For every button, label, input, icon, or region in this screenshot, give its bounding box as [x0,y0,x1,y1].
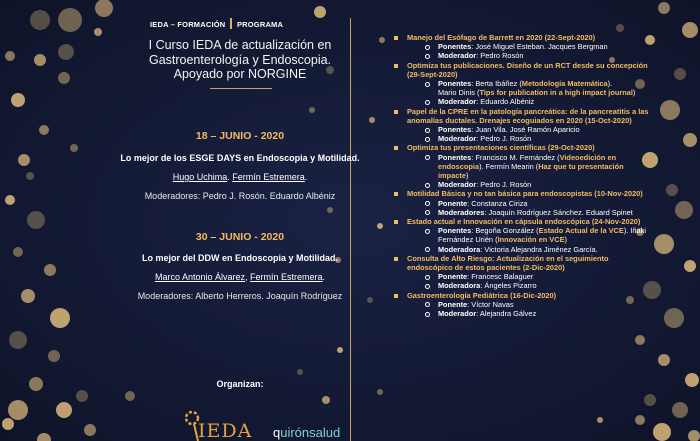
bokeh-dot [18,154,30,166]
detail-text: : Begoña González ( [471,226,539,236]
program-item-detail [392,281,652,290]
detail-text: : Ángeles Pizarro [480,281,537,291]
program-item-detail [392,245,652,254]
bokeh-dot [683,133,697,147]
detail-label: Moderadora [438,244,481,254]
header [150,18,283,29]
bokeh-dot [664,308,684,328]
bokeh-dot [635,415,645,425]
program-item-title: Manejo del Esófago de Barrett en 2020 (22-Sept-2020) [392,33,652,42]
detail-label: Moderadores [438,207,485,217]
quironsalud-logo [273,425,340,440]
program-item-detail [392,199,652,208]
detail-tail: ). [607,79,613,89]
bokeh-dot [635,335,645,345]
detail-text: : Alejandra Gálvez [476,309,537,319]
bokeh-dot [11,93,25,107]
bokeh-dot [34,54,46,66]
detail-text: : Juan Vila. José Ramón Aparicio [471,125,580,135]
session-2-speakers [70,272,410,282]
speaker-link[interactable]: Fermín Estremera [232,172,305,182]
detail-text: : José Miguel Esteban. Jacques Bergman [471,42,608,52]
speaker-separator: . [227,172,233,182]
header-separator [230,18,232,29]
detail-hl2: Haz que tu presentación impacte [438,161,624,181]
detail-tail: ). Iñaki Fernández Urién ( [438,226,646,245]
detail-label: Moderador [438,180,477,190]
bokeh-dot [658,354,670,366]
bokeh-dot [369,117,375,123]
bokeh-dot [58,72,70,84]
program-item-detail [392,309,652,318]
session-2-moderators: Moderadores: Alberto Herreros. Joaquín Rodríguez [137,291,343,301]
detail-text: : Pedro J. Rosón [476,134,532,144]
detail-hl2: Innovación en VCE [497,235,565,245]
speaker-separator: , [245,272,251,282]
quironsalud-logo-text: uirónsalud [280,425,341,440]
detail-label: Moderador [438,134,477,144]
program-item-detail [392,226,652,244]
bokeh-dot [654,234,674,254]
detail-tail2: ) [564,235,567,245]
program-item-detail [392,153,652,181]
session-1-date: 18 – JUNIO - 2020 [195,130,285,142]
detail-label: Ponente [438,198,468,208]
detail-label: Ponentes [438,152,472,162]
bokeh-dot [30,10,50,30]
program-item-detail [392,42,652,51]
bokeh-dot [5,195,15,205]
session-2-date: 30 – JUNIO - 2020 [195,231,285,243]
detail-label: Ponentes [438,42,472,52]
detail-hl: Videoedición en endoscopia [438,152,617,171]
program-item-title: Motilidad Básica y no tan básica para endoscopistas (10-Nov-2020) [392,189,652,198]
ieda-logo [180,404,260,441]
bokeh-dot [653,423,671,441]
bokeh-dot [672,402,688,418]
detail-label: Ponente [438,299,468,309]
bokeh-dot [682,22,698,38]
detail-text: : Joaquín Rodríguez Sánchez. Eduard Spinet [484,207,633,217]
quironsalud-logo-q: q [273,425,281,440]
detail-label: Ponentes [438,125,472,135]
bokeh-dot [675,201,693,219]
bokeh-dot [377,389,383,395]
speaker-end: . [304,172,308,182]
bokeh-dot [29,377,43,391]
bokeh-dot [26,172,34,180]
course-underline [210,88,272,89]
bokeh-dot [37,433,51,441]
bokeh-dot [684,260,696,272]
bokeh-dot [377,223,383,229]
organizers-label: Organizan: [216,379,264,389]
speaker-end: . [322,272,326,282]
course-line-3: Apoyado por NORGINE [173,67,307,81]
bokeh-dot [27,211,45,229]
speaker-link[interactable]: Fermín Estremera [250,272,323,282]
detail-text: : Francesc Balaguer [467,272,534,282]
session-1-title: Lo mejor de los ESGE DAYS en Endoscopia y Motilidad. [120,153,360,163]
header-org: IEDA – FORMACIÓN [150,20,226,29]
program-item-detail [392,79,652,88]
program-item-title: Consulta de Alto Riesgo: Actualización en el seguimiento endoscópico de estos pacientes (2-Dic-2020) [392,254,652,272]
bokeh-dot [48,350,60,362]
detail-label: Moderador [438,51,477,61]
detail-text: : Víctor Navas [467,299,514,309]
ieda-logo-text: IEDA [198,420,253,441]
bokeh-dot [666,184,678,196]
detail-label: Ponentes [438,226,472,236]
bokeh-dot [616,24,624,32]
program-item-title: Estado actual e Innovación en cápsula endoscópica (24-Nov-2020) [392,217,652,226]
bokeh-dot [8,400,28,420]
bokeh-dot [597,417,603,423]
bokeh-dot [685,373,699,387]
program-item-detail [392,272,652,281]
detail-label: Moderadora [438,281,481,291]
program-item-detail [392,88,652,97]
detail-label: Ponentes [438,79,472,89]
bokeh-dot [674,68,686,80]
program-item-detail [392,300,652,309]
detail-label: Moderador [438,97,477,107]
bokeh-dot [9,331,27,349]
program-item-title: Optimiza tus publicaciones. Diseño de un RCT desde su concepción (29-Sept-2020) [392,61,652,79]
speaker-link[interactable]: Hugo Uchima [172,172,228,182]
program-item-detail [392,97,652,106]
detail-tail: ) [632,88,636,98]
detail-text: : Francisco M. Fernández ( [471,152,560,162]
program-list [392,33,652,318]
speaker-link[interactable]: Marco Antonio Álvarez [154,272,245,282]
bokeh-dot [2,418,14,430]
course-title [70,38,410,82]
detail-text: : Berta Ibáñez ( [471,79,522,89]
session-2-title: Lo mejor del DDW en Endoscopia y Motilidad. [141,253,338,263]
bokeh-dot [50,308,70,328]
detail-label: Ponente [438,272,468,282]
detail-label: Moderador [438,309,477,319]
course-line-1: I Curso IEDA de actualización en [148,38,332,52]
program-item-detail [392,208,652,217]
header-section: PROGRAMA [236,20,284,29]
detail-text: : Constanza Ciriza [467,198,528,208]
course-line-2: Gastroenterología y Endoscopia. [148,52,332,67]
program-item-detail [392,134,652,143]
detail-hl: Estado Actual de la VCE [538,226,624,236]
bokeh-dot [658,2,670,14]
detail-text: : Victoria Alejandra Jiménez García. [480,244,598,254]
detail-text: : Pedro J. Rosón [476,180,532,190]
detail-text: : Eduardo Albéniz [476,97,535,107]
detail-tail2: ) [465,171,469,181]
detail-text: Mario Dinis ( [438,88,480,98]
session-1-speakers [70,172,410,182]
bokeh-dot [644,394,656,406]
program-item-detail [392,180,652,189]
program-item-detail [392,51,652,60]
bokeh-dot [44,264,56,276]
bokeh-dot [39,125,49,135]
session-1-moderators: Moderadores: Pedro J. Rosón. Eduardo Albéniz [144,191,336,201]
bokeh-dot [660,100,680,120]
program-item-title: Papel de la CPRE en la patología pancreática: de la pancreatitis a las anomalías ductales. Drenajes ecoguiados en 2020 (15-Oct-2020) [392,107,652,125]
left-column [70,0,360,441]
detail-text: : Pedro Rosón [476,51,524,61]
program-item-title: Optimiza tus presentaciones científicas (29-Oct-2020) [392,143,652,152]
bokeh-dot [21,289,35,303]
program-item-title: Gastroenterología Pediátrica (16-Dic-2020) [392,291,652,300]
detail-hl: Metodología Matemática [521,79,608,89]
bokeh-dot [13,247,23,257]
detail-tail: ). Fermín Mearin ( [479,161,539,171]
program-item-detail [392,125,652,134]
bokeh-dot [688,430,700,441]
detail-hl: Tips for publication in a high impact journal [479,88,633,98]
bokeh-dot [5,51,15,61]
